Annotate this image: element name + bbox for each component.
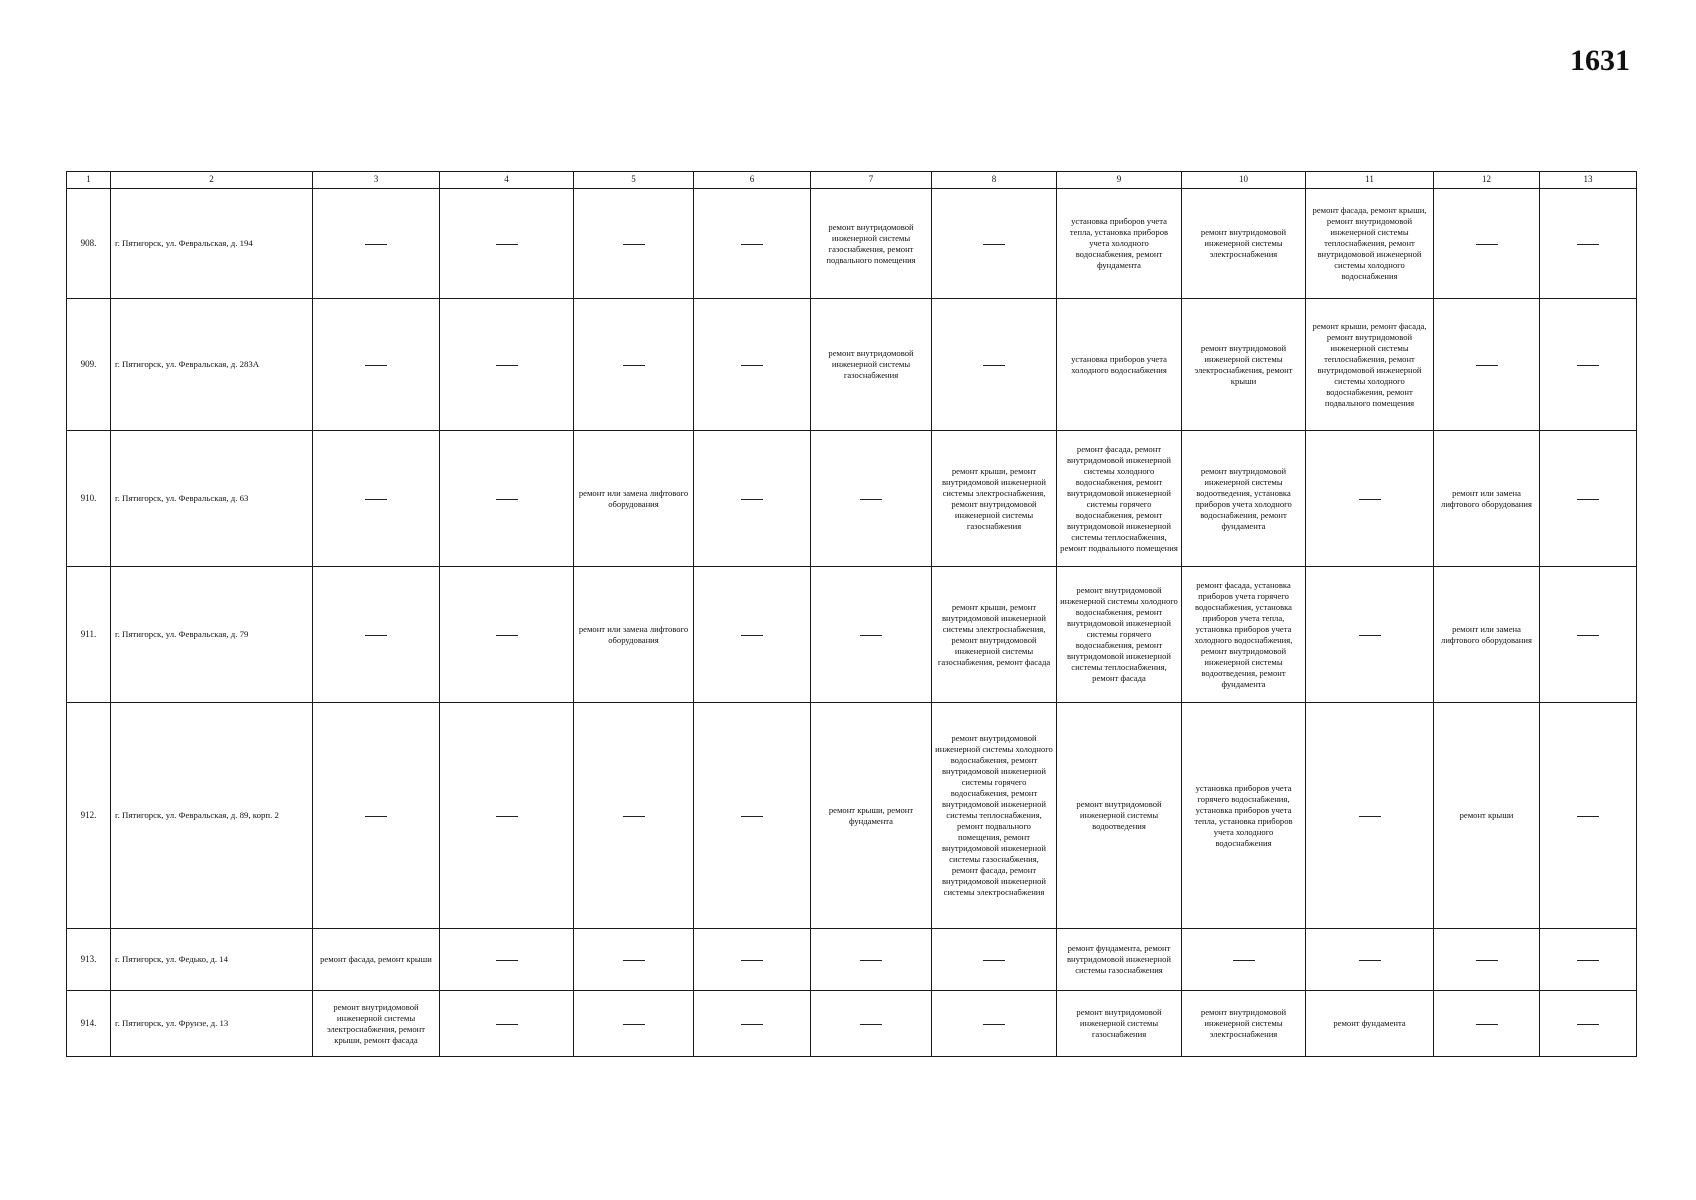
dash-mark	[741, 365, 763, 366]
work-cell: ремонт или замена лифтового оборудования	[1434, 431, 1540, 567]
empty-cell	[811, 567, 932, 703]
column-header: 9	[1057, 172, 1182, 189]
address-cell: г. Пятигорск, ул. Фрунзе, д. 13	[111, 991, 313, 1057]
empty-cell	[694, 703, 811, 929]
column-header: 6	[694, 172, 811, 189]
column-header: 2	[111, 172, 313, 189]
dash-mark	[496, 816, 518, 817]
dash-mark	[365, 244, 387, 245]
address-cell: г. Пятигорск, ул. Февральская, д. 89, корп. 2	[111, 703, 313, 929]
empty-cell	[932, 299, 1057, 431]
dash-mark	[1476, 1024, 1498, 1025]
empty-cell	[811, 929, 932, 991]
work-cell: ремонт или замена лифтового оборудования	[574, 567, 694, 703]
page-number: 1631	[1570, 44, 1630, 77]
dash-mark	[623, 960, 645, 961]
empty-cell	[694, 929, 811, 991]
dash-mark	[496, 499, 518, 500]
table-row	[67, 299, 1637, 431]
address-cell: г. Пятигорск, ул. Февральская, д. 63	[111, 431, 313, 567]
empty-cell	[811, 991, 932, 1057]
dash-mark	[365, 816, 387, 817]
column-header: 12	[1434, 172, 1540, 189]
empty-cell	[440, 991, 574, 1057]
dash-mark	[983, 960, 1005, 961]
empty-cell	[313, 703, 440, 929]
row-number: 913.	[67, 929, 111, 991]
table-row	[67, 431, 1637, 567]
column-header: 5	[574, 172, 694, 189]
empty-cell	[1540, 567, 1637, 703]
work-cell: установка приборов учета тепла, установка приборов учета холодного водоснабжения, ремонт фундамента	[1057, 189, 1182, 299]
dash-mark	[1577, 244, 1599, 245]
row-number: 912.	[67, 703, 111, 929]
work-cell: ремонт внутридомовой инженерной системы газоснабжения	[1057, 991, 1182, 1057]
dash-mark	[1577, 365, 1599, 366]
dash-mark	[741, 635, 763, 636]
empty-cell	[440, 189, 574, 299]
empty-cell	[313, 567, 440, 703]
row-number: 908.	[67, 189, 111, 299]
row-number: 910.	[67, 431, 111, 567]
empty-cell	[440, 567, 574, 703]
work-cell: ремонт фасада, ремонт крыши	[313, 929, 440, 991]
empty-cell	[1306, 567, 1434, 703]
empty-cell	[1434, 299, 1540, 431]
dash-mark	[496, 635, 518, 636]
capital-repair-table	[66, 171, 1637, 1057]
work-cell: ремонт внутридомовой инженерной системы холодного водоснабжения, ремонт внутридомовой инженерной системы горячего водоснабжения, ремонт внутридомовой инженерной системы теплоснабжения, ремонт подвального помещения, ремонт внутридомовой инженерной системы газоснабжения, ремонт фасада, ремонт внутридомовой инженерной системы электроснабжения	[932, 703, 1057, 929]
work-cell: ремонт внутридомовой инженерной системы водоотведения	[1057, 703, 1182, 929]
address-cell: г. Пятигорск, ул. Федько, д. 14	[111, 929, 313, 991]
empty-cell	[1540, 991, 1637, 1057]
dash-mark	[741, 816, 763, 817]
dash-mark	[365, 365, 387, 366]
empty-cell	[574, 703, 694, 929]
empty-cell	[694, 189, 811, 299]
dash-mark	[741, 1024, 763, 1025]
dash-mark	[496, 244, 518, 245]
empty-cell	[440, 431, 574, 567]
empty-cell	[1306, 929, 1434, 991]
work-cell: ремонт внутридомовой инженерной системы электроснабжения, ремонт крыши	[1182, 299, 1306, 431]
dash-mark	[1476, 365, 1498, 366]
dash-mark	[741, 244, 763, 245]
work-cell: ремонт фасада, ремонт крыши, ремонт внутридомовой инженерной системы теплоснабжения, ремонт внутридомовой инженерной системы холодного водоснабжения	[1306, 189, 1434, 299]
work-cell: ремонт крыши, ремонт внутридомовой инженерной системы электроснабжения, ремонт внутридомовой инженерной системы газоснабжения	[932, 431, 1057, 567]
work-cell: ремонт фундамента	[1306, 991, 1434, 1057]
column-header: 13	[1540, 172, 1637, 189]
empty-cell	[1540, 299, 1637, 431]
empty-cell	[932, 929, 1057, 991]
empty-cell	[1434, 189, 1540, 299]
work-cell: ремонт внутридомовой инженерной системы газоснабжения, ремонт подвального помещения	[811, 189, 932, 299]
column-header: 1	[67, 172, 111, 189]
dash-mark	[983, 365, 1005, 366]
work-cell: ремонт крыши, ремонт фундамента	[811, 703, 932, 929]
empty-cell	[1306, 703, 1434, 929]
dash-mark	[1359, 499, 1381, 500]
address-cell: г. Пятигорск, ул. Февральская, д. 283А	[111, 299, 313, 431]
work-cell: ремонт фасада, ремонт внутридомовой инженерной системы холодного водоснабжения, ремонт внутридомовой инженерной системы горячего водоснабжения, ремонт внутридомовой инженерной системы теплоснабжения, ремонт подвального помещения	[1057, 431, 1182, 567]
dash-mark	[623, 244, 645, 245]
empty-cell	[1434, 991, 1540, 1057]
work-cell: ремонт внутридомовой инженерной системы газоснабжения	[811, 299, 932, 431]
empty-cell	[440, 703, 574, 929]
table-row	[67, 189, 1637, 299]
dash-mark	[1577, 960, 1599, 961]
dash-mark	[1359, 635, 1381, 636]
empty-cell	[932, 189, 1057, 299]
work-cell: ремонт фундамента, ремонт внутридомовой инженерной системы газоснабжения	[1057, 929, 1182, 991]
work-cell: ремонт внутридомовой инженерной системы водоотведения, установка приборов учета холодного водоснабжения, ремонт фундамента	[1182, 431, 1306, 567]
empty-cell	[574, 929, 694, 991]
dash-mark	[623, 1024, 645, 1025]
column-number-row	[67, 172, 1637, 189]
dash-mark	[983, 1024, 1005, 1025]
column-header: 7	[811, 172, 932, 189]
address-cell: г. Пятигорск, ул. Февральская, д. 194	[111, 189, 313, 299]
empty-cell	[1434, 929, 1540, 991]
dash-mark	[1476, 244, 1498, 245]
table-row	[67, 991, 1637, 1057]
empty-cell	[811, 431, 932, 567]
dash-mark	[623, 816, 645, 817]
table-row	[67, 567, 1637, 703]
column-header: 10	[1182, 172, 1306, 189]
empty-cell	[574, 299, 694, 431]
table-row	[67, 929, 1637, 991]
dash-mark	[860, 635, 882, 636]
dash-mark	[741, 499, 763, 500]
column-header: 11	[1306, 172, 1434, 189]
dash-mark	[365, 635, 387, 636]
dash-mark	[1577, 635, 1599, 636]
row-number: 911.	[67, 567, 111, 703]
row-number: 909.	[67, 299, 111, 431]
empty-cell	[694, 991, 811, 1057]
empty-cell	[1540, 703, 1637, 929]
dash-mark	[496, 960, 518, 961]
dash-mark	[1577, 816, 1599, 817]
dash-mark	[623, 365, 645, 366]
empty-cell	[313, 189, 440, 299]
empty-cell	[313, 431, 440, 567]
column-header: 3	[313, 172, 440, 189]
empty-cell	[694, 299, 811, 431]
dash-mark	[496, 1024, 518, 1025]
dash-mark	[983, 244, 1005, 245]
dash-mark	[860, 960, 882, 961]
address-cell: г. Пятигорск, ул. Февральская, д. 79	[111, 567, 313, 703]
work-cell: ремонт внутридомовой инженерной системы электроснабжения, ремонт крыши, ремонт фасада	[313, 991, 440, 1057]
row-number: 914.	[67, 991, 111, 1057]
empty-cell	[440, 299, 574, 431]
empty-cell	[1540, 189, 1637, 299]
empty-cell	[1306, 431, 1434, 567]
work-cell: установка приборов учета холодного водоснабжения	[1057, 299, 1182, 431]
work-cell: ремонт или замена лифтового оборудования	[1434, 567, 1540, 703]
work-cell: ремонт внутридомовой инженерной системы электроснабжения	[1182, 189, 1306, 299]
dash-mark	[1577, 499, 1599, 500]
empty-cell	[1540, 431, 1637, 567]
work-cell: ремонт или замена лифтового оборудования	[574, 431, 694, 567]
empty-cell	[574, 189, 694, 299]
dash-mark	[860, 1024, 882, 1025]
dash-mark	[741, 960, 763, 961]
empty-cell	[694, 567, 811, 703]
work-cell: ремонт крыши, ремонт внутридомовой инженерной системы электроснабжения, ремонт внутридомовой инженерной системы газоснабжения, ремонт фасада	[932, 567, 1057, 703]
work-cell: ремонт крыши	[1434, 703, 1540, 929]
empty-cell	[313, 299, 440, 431]
dash-mark	[365, 499, 387, 500]
dash-mark	[496, 365, 518, 366]
dash-mark	[1476, 960, 1498, 961]
work-cell: ремонт крыши, ремонт фасада, ремонт внутридомовой инженерной системы теплоснабжения, ремонт внутридомовой инженерной системы холодного водоснабжения, ремонт подвального помещения	[1306, 299, 1434, 431]
work-cell: установка приборов учета горячего водоснабжения, установка приборов учета тепла, установка приборов учета холодного водоснабжения	[1182, 703, 1306, 929]
column-header: 4	[440, 172, 574, 189]
empty-cell	[440, 929, 574, 991]
dash-mark	[1359, 960, 1381, 961]
column-header: 8	[932, 172, 1057, 189]
dash-mark	[860, 499, 882, 500]
dash-mark	[1359, 816, 1381, 817]
empty-cell	[694, 431, 811, 567]
work-cell: ремонт внутридомовой инженерной системы электроснабжения	[1182, 991, 1306, 1057]
table-row	[67, 703, 1637, 929]
dash-mark	[1233, 960, 1255, 961]
empty-cell	[932, 991, 1057, 1057]
dash-mark	[1577, 1024, 1599, 1025]
work-cell: ремонт внутридомовой инженерной системы холодного водоснабжения, ремонт внутридомовой инженерной системы горячего водоснабжения, ремонт внутридомовой инженерной системы теплоснабжения, ремонт фасада	[1057, 567, 1182, 703]
work-cell: ремонт фасада, установка приборов учета горячего водоснабжения, установка приборов учета тепла, установка приборов учета холодного водоснабжения, ремонт внутридомовой инженерной системы водоотведения, ремонт фундамента	[1182, 567, 1306, 703]
empty-cell	[1540, 929, 1637, 991]
empty-cell	[574, 991, 694, 1057]
empty-cell	[1182, 929, 1306, 991]
